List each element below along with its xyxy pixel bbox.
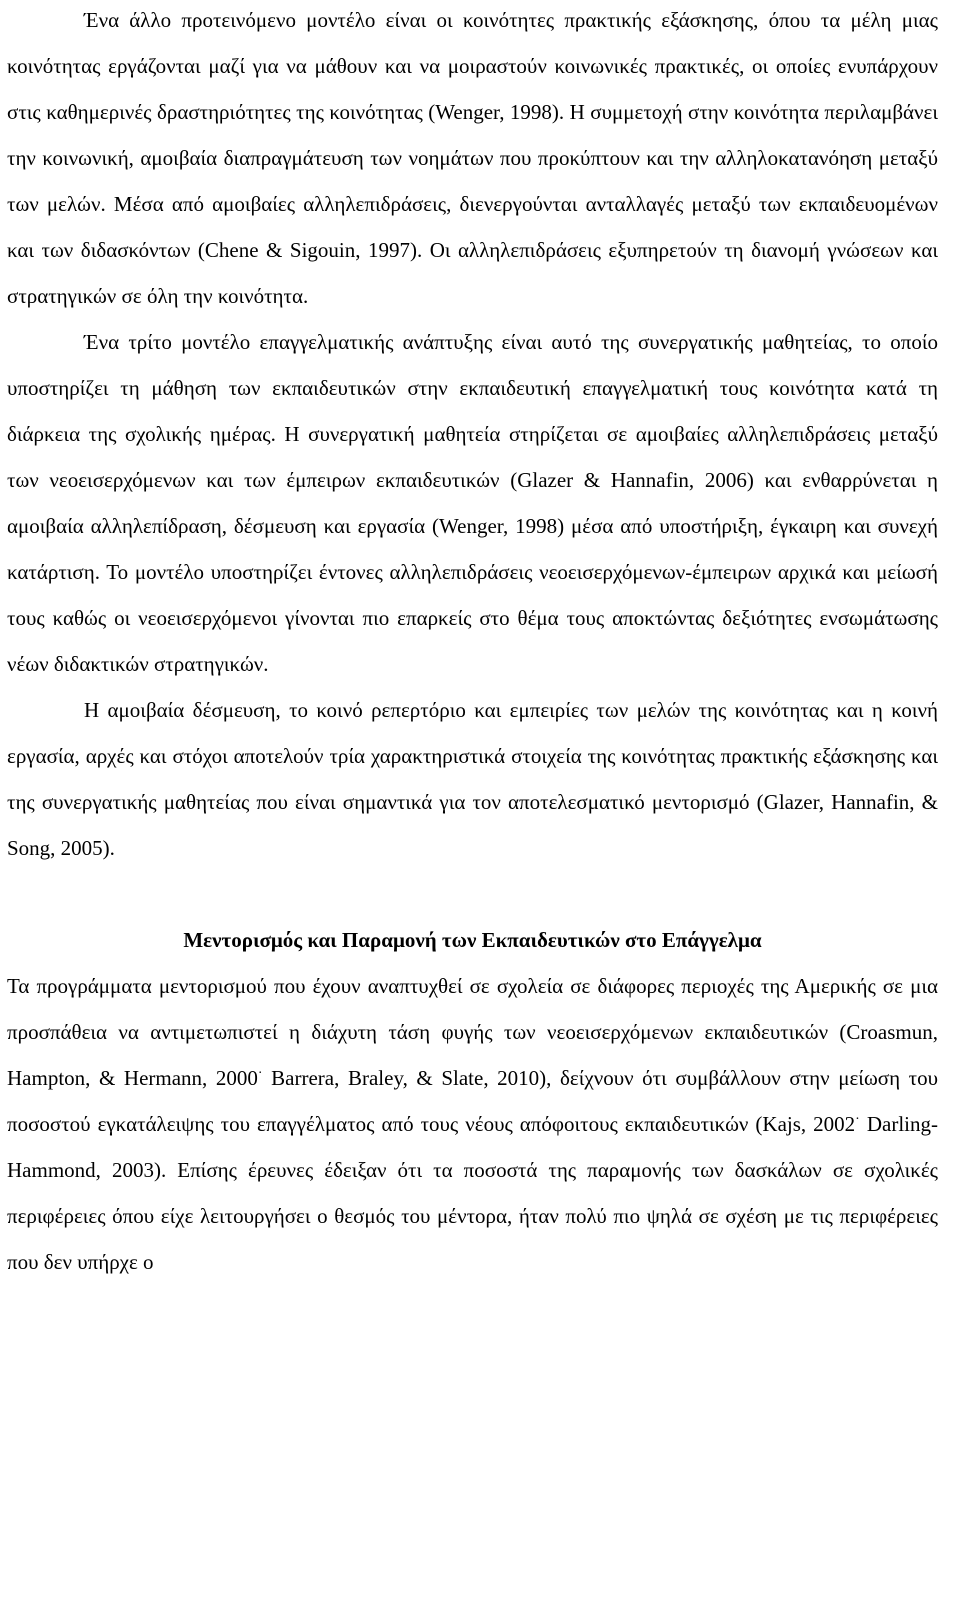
paragraph-mutual-engagement: Η αμοιβαία δέσμευση, το κοινό ρεπερτόριο και εμπειρίες των μελών της κοινότητας και η κοινή εργασία, αρχές και στόχοι αποτελούν τρία χαρακτηριστικά στοιχεία της κοινότητας πρακτικής εξάσκησης και της συνεργατικής μαθητείας που είναι σημαντικά για τον αποτελεσματικό μεντορισμό (Glazer, Hannafin, & Song, 2005).	[7, 698, 938, 860]
mentoring-text-part-1: Τα προγράμματα μεντορισμού που έχουν αναπτυχθεί σε σχολεία σε διάφορες περιοχές της Αμερικής σε μια προσπάθεια να αντιμετωπιστεί η διάχυτη τάση φυγής των νεοεισερχόμενων εκπαιδευτικών (Croasmun, Hampton, & Hermann, 2000	[7, 974, 938, 1090]
paragraph-communities-of-practice: Ένα άλλο προτεινόμενο μοντέλο είναι οι κοινότητες πρακτικής εξάσκησης, όπου τα μέλη μιας κοινότητας εργάζονται μαζί για να μάθουν και να μοιραστούν κοινωνικές πρακτικές, οι οποίες ενυπάρχουν στις καθημερινές δραστηριότητες της κοινότητας (Wenger, 1998). Η συμμετοχή στην κοινότητα περιλαμβάνει την κοινωνική, αμοιβαία διαπραγμάτευση των νοημάτων που προκύπτουν και την αλληλοκατανόηση μεταξύ των μελών. Μέσα από αμοιβαίες αλληλεπιδράσεις, διενεργούνται ανταλλαγές μεταξύ των εκπαιδευομένων και των διδασκόντων (Chene & Sigouin, 1997). Οι αλληλεπιδράσεις εξυπηρετούν τη διανομή γνώσεων και στρατηγικών σε όλη την κοινότητα.	[7, 8, 938, 308]
mentoring-text-part-3: Darling-Hammond, 2003). Επίσης έρευνες έδειξαν ότι τα ποσοστά της παραμονής των δασκάλων σε σχολικές περιφέρειες όπου είχε λειτουργήσει ο θεσμός του μέντορα, ήταν πολύ πιο ψηλά σε σχέση με τις περιφέρειες που δεν υπήρχε ο	[7, 1112, 938, 1274]
citation-separator: ·	[257, 1066, 263, 1081]
paragraph-mentoring-programs	[7, 963, 938, 1285]
citation-separator: ·	[855, 1112, 860, 1127]
paragraph-collaborative-apprenticeship: Ένα τρίτο μοντέλο επαγγελματικής ανάπτυξης είναι αυτό της συνεργατικής μαθητείας, το οποίο υποστηρίζει τη μάθηση των εκπαιδευτικών στην εκπαιδευτική επαγγελματική τους κοινότητα κατά τη διάρκεια της σχολικής ημέρας. Η συνεργατική μαθητεία στηρίζεται σε αμοιβαίες αλληλεπιδράσεις μεταξύ των νεοεισερχόμενων και των έμπειρων εκπαιδευτικών (Glazer & Hannafin, 2006) και ενθαρρύνεται η αμοιβαία αλληλεπίδραση, δέσμευση και εργασία (Wenger, 1998) μέσα από υποστήριξη, έγκαιρη και συνεχή κατάρτιση. Το μοντέλο υποστηρίζει έντονες αλληλεπιδράσεις νεοεισερχόμενων-έμπειρων αρχικά και μείωσή τους καθώς οι νεοεισερχόμενοι γίνονται πιο επαρκείς στο θέμα τους αποκτώντας δεξιότητες ενσωμάτωσης νέων διδακτικών στρατηγικών.	[7, 330, 938, 676]
section-heading: Μεντορισμός και Παραμονή των Εκπαιδευτικών στο Επάγγελμα	[183, 928, 762, 952]
mentoring-text-part-2: Barrera, Braley, & Slate, 2010), δείχνουν ότι συμβάλλουν στην μείωση του ποσοστού εγκατάλειψης του επαγγέλματος από τους νέους απόφοιτους εκπαιδευτικών (Kajs, 2002	[7, 1066, 938, 1136]
